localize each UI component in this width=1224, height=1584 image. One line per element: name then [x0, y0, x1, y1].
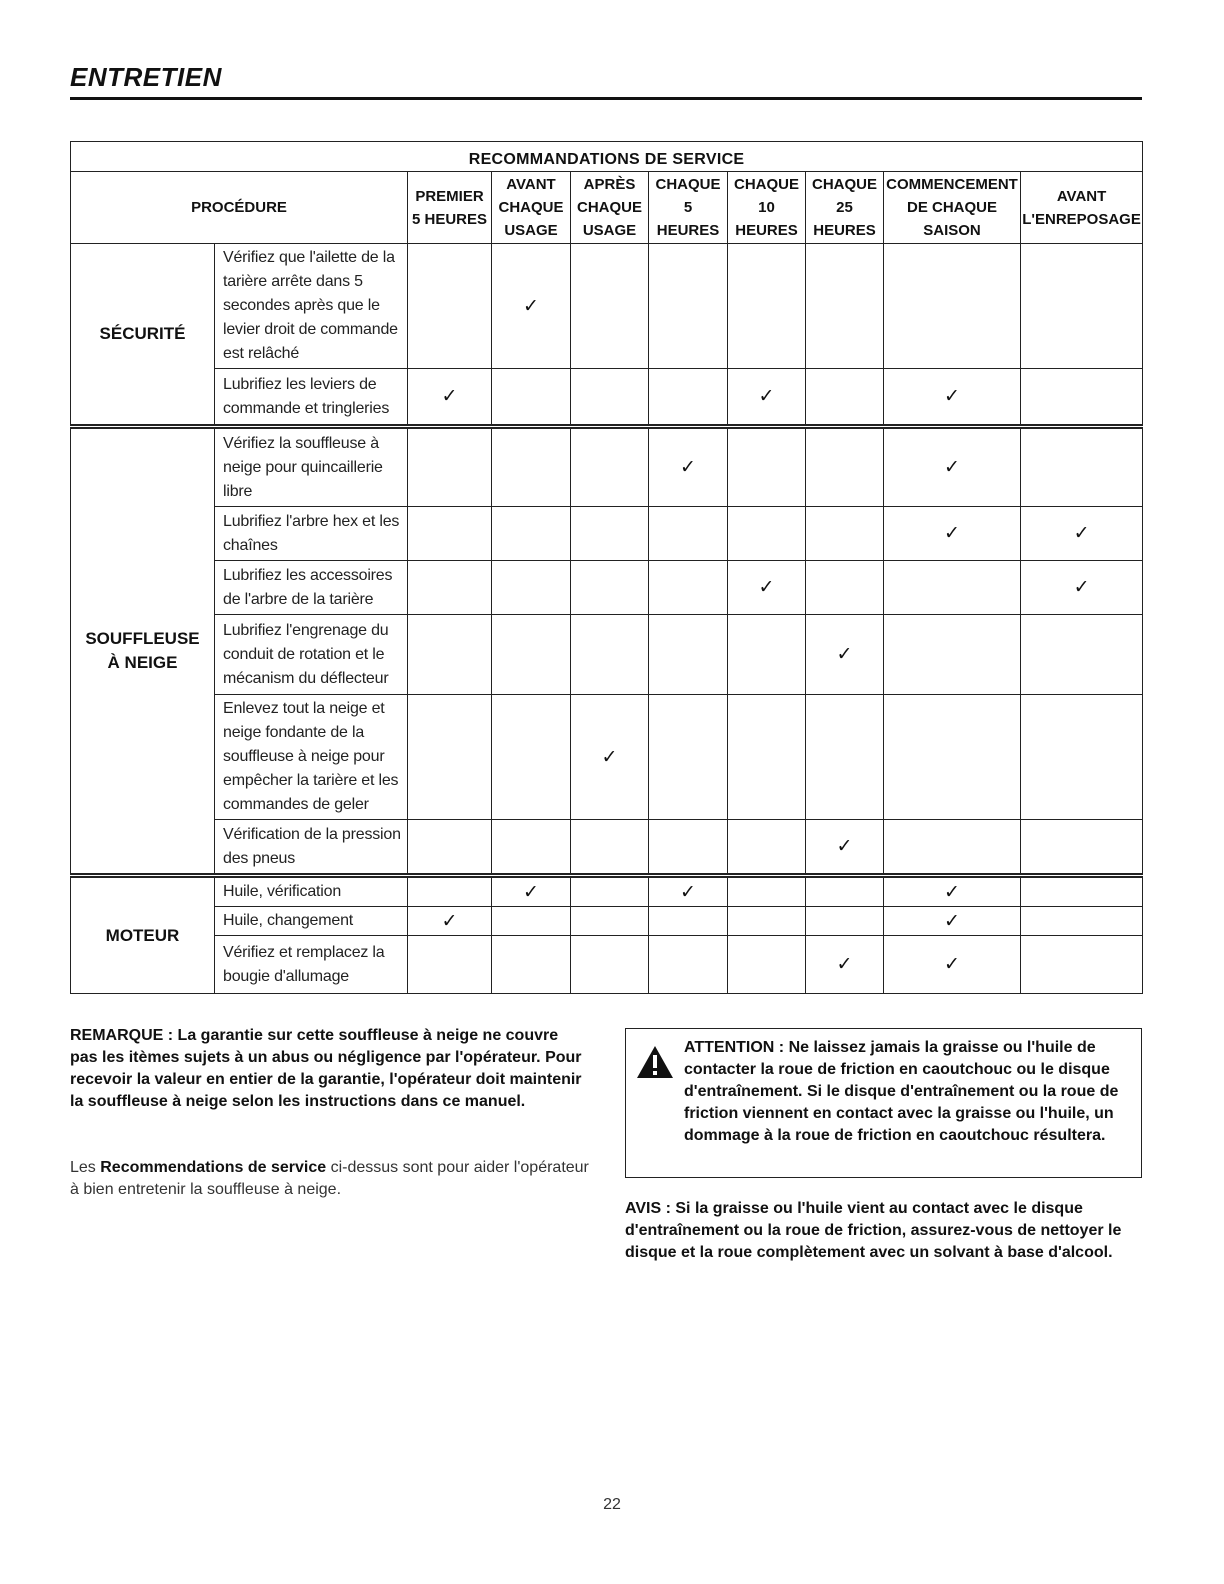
table-row	[71, 427, 1143, 507]
empty-cell	[408, 427, 492, 507]
empty-cell	[806, 369, 884, 427]
check-icon: ✓	[944, 386, 960, 407]
task-cell: Vérifiez que l'ailette de la tarière arrête dans 5 secondes après que le levier droit de commande est relâché	[215, 244, 408, 369]
empty-cell	[728, 244, 806, 369]
checkmark-cell	[571, 695, 649, 820]
empty-cell	[728, 907, 806, 936]
empty-cell	[492, 615, 571, 695]
empty-cell	[492, 561, 571, 615]
category-cell: SOUFFLEUSE À NEIGE	[71, 427, 215, 876]
check-icon: ✓	[758, 577, 775, 598]
check-icon: ✓	[836, 644, 853, 665]
empty-cell	[1021, 427, 1143, 507]
empty-cell	[571, 615, 649, 695]
checkmark-cell	[649, 876, 728, 907]
table-row	[71, 244, 1143, 369]
check-icon: ✓	[441, 910, 458, 932]
empty-cell	[728, 936, 806, 994]
checkmark-cell	[408, 907, 492, 936]
checkmark-cell	[884, 936, 1021, 994]
empty-cell	[571, 369, 649, 427]
empty-cell	[408, 936, 492, 994]
empty-cell	[728, 427, 806, 507]
empty-cell	[571, 507, 649, 561]
empty-cell	[649, 244, 728, 369]
empty-cell	[492, 427, 571, 507]
column-header-procedure: PROCÉDURE	[71, 172, 408, 244]
empty-cell	[884, 561, 1021, 615]
empty-cell	[571, 427, 649, 507]
category-cell: SÉCURITÉ	[71, 244, 215, 427]
check-icon: ✓	[836, 954, 853, 975]
empty-cell	[806, 876, 884, 907]
checkmark-cell	[806, 936, 884, 994]
task-cell: Lubrifiez l'engrenage du conduit de rotation et le mécanism du déflecteur	[215, 615, 408, 695]
empty-cell	[806, 244, 884, 369]
empty-cell	[649, 936, 728, 994]
task-cell: Vérifiez la souffleuse à neige pour quincaillerie libre	[215, 427, 408, 507]
empty-cell	[728, 507, 806, 561]
empty-cell	[728, 820, 806, 876]
empty-cell	[649, 907, 728, 936]
table-row	[71, 561, 1143, 615]
empty-cell	[571, 561, 649, 615]
empty-cell	[571, 907, 649, 936]
check-icon: ✓	[601, 746, 618, 768]
check-icon: ✓	[1073, 523, 1090, 544]
table-row	[71, 695, 1143, 820]
column-header: COMMENCEMENT DE CHAQUE SAISON	[884, 172, 1021, 244]
info-note-rest: ci-dessus sont pour aider l'opérateur à bien entretenir la souffleuse à neige.	[70, 1159, 589, 1198]
column-header: APRÈS CHAQUE USAGE	[571, 172, 649, 244]
task-cell: Vérification de la pression des pneus	[215, 820, 408, 876]
empty-cell	[649, 615, 728, 695]
empty-cell	[649, 369, 728, 427]
check-icon: ✓	[523, 881, 539, 903]
column-header: CHAQUE 10 HEURES	[728, 172, 806, 244]
empty-cell	[728, 615, 806, 695]
empty-cell	[408, 507, 492, 561]
empty-cell	[408, 820, 492, 876]
page-number: 22	[603, 1496, 621, 1513]
warning-triangle-icon	[636, 1045, 674, 1079]
remarque-note: REMARQUE : La garantie sur cette souffleuse à neige ne couvre pas les itèmes sujets à un abus ou négligence par l'opérateur. Pour recevoir la valeur en entier de la garantie, l'opérateur doit maintenir la souffleuse à neige selon les instructions dans ce manuel.	[70, 1027, 582, 1110]
task-cell: Lubrifiez les accessoires de l'arbre de la tarière	[215, 561, 408, 615]
empty-cell	[728, 695, 806, 820]
checkmark-cell	[806, 615, 884, 695]
checkmark-cell	[884, 876, 1021, 907]
empty-cell	[1021, 936, 1143, 994]
attention-text: ATTENTION : Ne laissez jamais la graisse ou l'huile de contacter la roue de friction en caoutchouc ou le disque d'entraînement. Si le disque d'entraînement ou la roue de friction viennent en contact avec la graisse ou l'huile, un dommage à la roue de friction en caoutchouc résultera.	[684, 1039, 1119, 1144]
empty-cell	[884, 244, 1021, 369]
table-row	[71, 907, 1143, 936]
checkmark-cell	[728, 369, 806, 427]
empty-cell	[649, 820, 728, 876]
column-header: PREMIER 5 HEURES	[408, 172, 492, 244]
checkmark-cell	[492, 244, 571, 369]
task-cell: Huile, changement	[215, 907, 408, 936]
category-cell: MOTEUR	[71, 876, 215, 994]
info-note-bold: Recommendations de service	[100, 1159, 327, 1176]
empty-cell	[728, 876, 806, 907]
column-header: CHAQUE 5 HEURES	[649, 172, 728, 244]
checkmark-cell	[408, 369, 492, 427]
check-icon: ✓	[1073, 577, 1090, 598]
empty-cell	[571, 936, 649, 994]
empty-cell	[492, 907, 571, 936]
info-note-prefix: Les	[70, 1159, 96, 1176]
check-icon: ✓	[944, 881, 960, 903]
table-row	[71, 507, 1143, 561]
table-row	[71, 369, 1143, 427]
empty-cell	[1021, 369, 1143, 427]
empty-cell	[1021, 244, 1143, 369]
table-caption: RECOMMANDATIONS DE SERVICE	[71, 142, 1143, 172]
empty-cell	[408, 615, 492, 695]
task-cell: Lubrifiez l'arbre hex et les chaînes	[215, 507, 408, 561]
empty-cell	[806, 427, 884, 507]
empty-cell	[408, 695, 492, 820]
empty-cell	[492, 695, 571, 820]
table-header-row	[71, 172, 1143, 244]
task-cell: Lubrifiez les leviers de commande et tringleries	[215, 369, 408, 427]
empty-cell	[806, 907, 884, 936]
check-icon: ✓	[680, 881, 696, 903]
empty-cell	[649, 507, 728, 561]
info-note	[70, 1157, 590, 1201]
table-row	[71, 876, 1143, 907]
empty-cell	[884, 820, 1021, 876]
column-header: AVANT L'ENREPOSAGE	[1021, 172, 1143, 244]
task-cell: Enlevez tout la neige et neige fondante de la souffleuse à neige pour empêcher la tarière et les commandes de geler	[215, 695, 408, 820]
empty-cell	[408, 876, 492, 907]
empty-cell	[571, 820, 649, 876]
title-rule	[70, 97, 1142, 100]
check-icon: ✓	[944, 910, 960, 932]
empty-cell	[806, 507, 884, 561]
empty-cell	[571, 244, 649, 369]
task-cell: Vérifiez et remplacez la bougie d'allumage	[215, 936, 408, 994]
empty-cell	[492, 507, 571, 561]
checkmark-cell	[1021, 561, 1143, 615]
empty-cell	[884, 615, 1021, 695]
empty-cell	[571, 876, 649, 907]
empty-cell	[492, 936, 571, 994]
check-icon: ✓	[758, 386, 775, 407]
check-icon: ✓	[944, 457, 960, 478]
check-icon: ✓	[523, 295, 539, 317]
page-title: ENTRETIEN	[70, 62, 222, 92]
check-icon: ✓	[441, 386, 458, 407]
checkmark-cell	[806, 820, 884, 876]
checkmark-cell	[649, 427, 728, 507]
column-header: AVANT CHAQUE USAGE	[492, 172, 571, 244]
empty-cell	[492, 820, 571, 876]
table-row	[71, 820, 1143, 876]
empty-cell	[1021, 907, 1143, 936]
check-icon: ✓	[680, 457, 696, 478]
empty-cell	[649, 695, 728, 820]
check-icon: ✓	[836, 836, 853, 857]
empty-cell	[1021, 876, 1143, 907]
checkmark-cell	[884, 907, 1021, 936]
service-recommendations-table	[70, 141, 1143, 994]
avis-note: AVIS : Si la graisse ou l'huile vient au contact avec le disque d'entraînement ou la roue de friction, assurez-vous de nettoyer le disque et la roue complètement avec un solvant à base d'alcool.	[625, 1200, 1122, 1261]
checkmark-cell	[728, 561, 806, 615]
checkmark-cell	[1021, 507, 1143, 561]
empty-cell	[492, 369, 571, 427]
empty-cell	[884, 695, 1021, 820]
task-cell: Huile, vérification	[215, 876, 408, 907]
empty-cell	[408, 244, 492, 369]
empty-cell	[408, 561, 492, 615]
empty-cell	[1021, 615, 1143, 695]
check-icon: ✓	[944, 954, 960, 975]
empty-cell	[1021, 695, 1143, 820]
attention-box	[625, 1028, 1142, 1178]
empty-cell	[806, 561, 884, 615]
empty-cell	[806, 695, 884, 820]
checkmark-cell	[884, 427, 1021, 507]
table-row	[71, 615, 1143, 695]
check-icon: ✓	[944, 523, 960, 544]
empty-cell	[1021, 820, 1143, 876]
empty-cell	[649, 561, 728, 615]
table-row	[71, 936, 1143, 994]
checkmark-cell	[884, 369, 1021, 427]
checkmark-cell	[884, 507, 1021, 561]
column-header: CHAQUE 25 HEURES	[806, 172, 884, 244]
checkmark-cell	[492, 876, 571, 907]
table-body	[71, 244, 1143, 994]
